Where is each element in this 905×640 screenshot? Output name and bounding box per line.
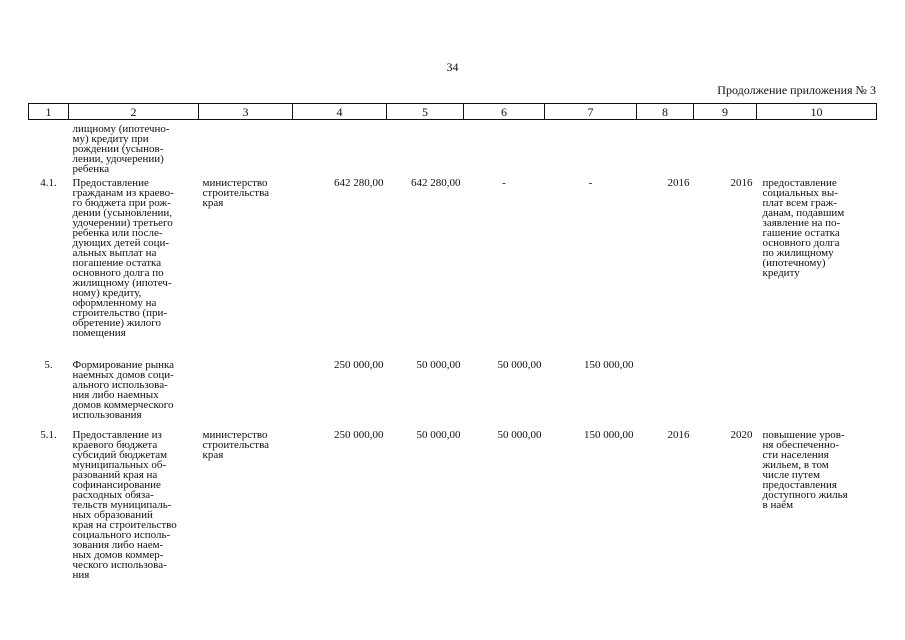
row-number: 4.1. <box>40 177 57 189</box>
activity-name: лищному (ипотечно- му) кредиту при рождении (усынов- лении, удочерении) ребенка <box>72 123 170 175</box>
amount-column-7: 150 000,00 <box>584 429 634 441</box>
column-header: 3 <box>199 104 293 120</box>
amount-total: 250 000,00 <box>334 359 384 371</box>
amount-total: 642 280,00 <box>334 177 384 189</box>
table-row <box>29 120 877 175</box>
amount-column-6 <box>464 120 545 175</box>
expected-result: предоставление социальных вы- плат всем граж- данам, подавшим заявление на по- гашение остатка основного долга по жилищному (ипотечному) кредиту <box>762 177 845 279</box>
amount-column-6: 50 000,00 <box>497 429 542 441</box>
program-activities-table <box>28 103 877 594</box>
amount-column-7 <box>545 120 637 175</box>
row-number <box>29 120 69 175</box>
amount-column-7: - <box>588 177 593 189</box>
amount-column-5 <box>387 120 464 175</box>
end-year <box>694 356 757 426</box>
start-year <box>637 120 694 175</box>
column-number-header-row <box>29 104 877 120</box>
amount-total <box>293 120 387 175</box>
table-row <box>29 356 877 426</box>
amount-total: 250 000,00 <box>334 429 384 441</box>
activity-name: Предоставление из краевого бюджета субсидий бюджетам муниципальных об- разований края на софинансирование расходных обяза- тельств муниципаль- ных образований края на строительство социального исполь- зования либо наем- ных домов коммер- ческого использова- ния <box>72 429 177 581</box>
start-year: 2016 <box>667 429 690 441</box>
table-row <box>29 174 877 356</box>
responsible-executor: министерство строительства края <box>202 177 270 209</box>
amount-column-5: 642 280,00 <box>411 177 461 189</box>
row-number: 5. <box>44 359 53 371</box>
row-number: 5.1. <box>40 429 57 441</box>
start-year: 2016 <box>667 177 690 189</box>
amount-column-7: 150 000,00 <box>584 359 634 371</box>
appendix-continuation-note: Продолжение приложения № 3 <box>717 83 876 97</box>
expected-result <box>757 120 877 175</box>
column-header: 5 <box>387 104 464 120</box>
end-year: 2016 <box>730 177 753 189</box>
start-year <box>637 356 694 426</box>
amount-column-5: 50 000,00 <box>416 429 461 441</box>
column-header: 7 <box>545 104 637 120</box>
end-year: 2020 <box>730 429 753 441</box>
expected-result: повышение уров- ня обеспеченно- сти населения жильем, в том числе путем предоставления доступного жилья в наём <box>762 429 848 511</box>
column-header: 2 <box>69 104 199 120</box>
column-header: 10 <box>757 104 877 120</box>
responsible-executor <box>199 356 293 426</box>
activity-name: Предоставление гражданам из краево- го бюджета при рож- дении (усыновлении, удочерении) третьего ребенка или после- дующих детей соци- альных выплат на погашение остатка основного долга по жилищному (ипотеч- ному) кредиту, оформленному на строительство (при- обретение) жилого помещения <box>72 177 174 339</box>
amount-column-5: 50 000,00 <box>416 359 461 371</box>
amount-column-6: 50 000,00 <box>497 359 542 371</box>
column-header: 9 <box>694 104 757 120</box>
column-header: 1 <box>29 104 69 120</box>
column-header: 6 <box>464 104 545 120</box>
column-header: 4 <box>293 104 387 120</box>
amount-column-6: - <box>502 177 506 189</box>
column-header: 8 <box>637 104 694 120</box>
end-year <box>694 120 757 175</box>
activity-name: Формирование рынка наемных домов соци- ального использова- ния либо наемных домов коммерческого использования <box>72 359 175 421</box>
responsible-executor: министерство строительства края <box>202 429 270 461</box>
table-row <box>29 426 877 594</box>
expected-result <box>757 356 877 426</box>
page-number: 34 <box>446 60 459 74</box>
responsible-executor <box>199 120 293 175</box>
